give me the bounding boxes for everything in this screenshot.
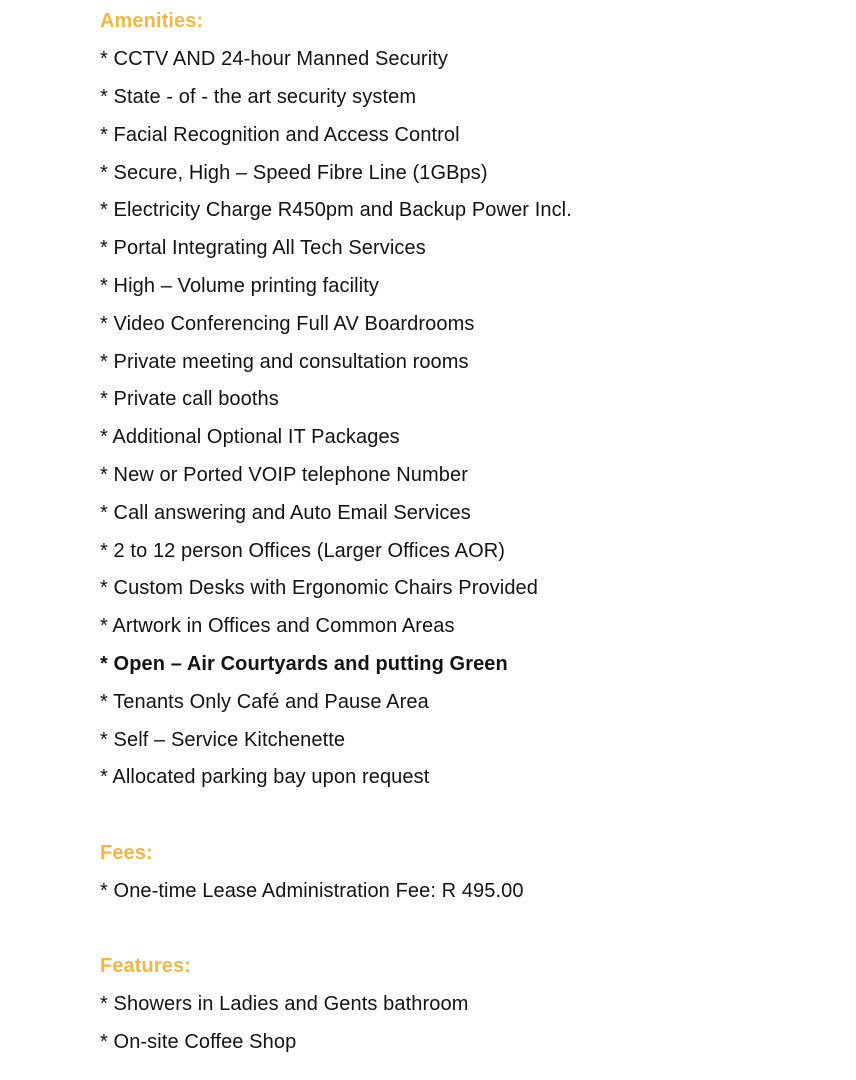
list-item: * Video Conferencing Full AV Boardrooms (100, 312, 475, 335)
list-item: * Allocated parking bay upon request (100, 766, 430, 789)
blank-line (100, 910, 826, 948)
list-item: * Electricity Charge R450pm and Backup Power Incl. (100, 199, 572, 222)
list-item: * Showers in Ladies and Gents bathroom (100, 993, 469, 1016)
blank-line (100, 797, 826, 835)
list-item-emphasized: * Open – Air Courtyards and putting Green (100, 652, 508, 675)
list-item: * Facial Recognition and Access Control (100, 123, 460, 146)
list-item: * Call answering and Auto Email Services (100, 501, 471, 524)
list-item: * State - of - the art security system (100, 85, 417, 108)
section-heading-amenities: Amenities: (100, 10, 204, 33)
list-item: * On-site Coffee Shop (100, 1030, 297, 1053)
list-item: * New or Ported VOIP telephone Number (100, 463, 468, 486)
list-item: * CCTV AND 24-hour Manned Security (100, 48, 448, 71)
list-item: * Private call booths (100, 388, 279, 411)
list-item: * 2 to 12 person Offices (Larger Offices AOR) (100, 539, 506, 562)
list-item: * Private meeting and consultation rooms (100, 350, 469, 373)
list-item: * Artwork in Offices and Common Areas (100, 615, 455, 638)
list-item: * Portal Integrating All Tech Services (100, 237, 426, 260)
list-item: * Additional Optional IT Packages (100, 426, 400, 449)
list-item: * Tenants Only Café and Pause Area (100, 690, 429, 713)
section-heading-fees: Fees: (100, 841, 153, 864)
list-item: * Custom Desks with Ergonomic Chairs Provided (100, 577, 538, 600)
section-heading-features: Features: (100, 955, 191, 978)
list-item: * Self – Service Kitchenette (100, 728, 346, 751)
list-item: * Secure, High – Speed Fibre Line (1GBps) (100, 161, 488, 184)
list-item: * High – Volume printing facility (100, 274, 379, 297)
list-item: * One-time Lease Administration Fee: R 495.00 (100, 879, 524, 902)
